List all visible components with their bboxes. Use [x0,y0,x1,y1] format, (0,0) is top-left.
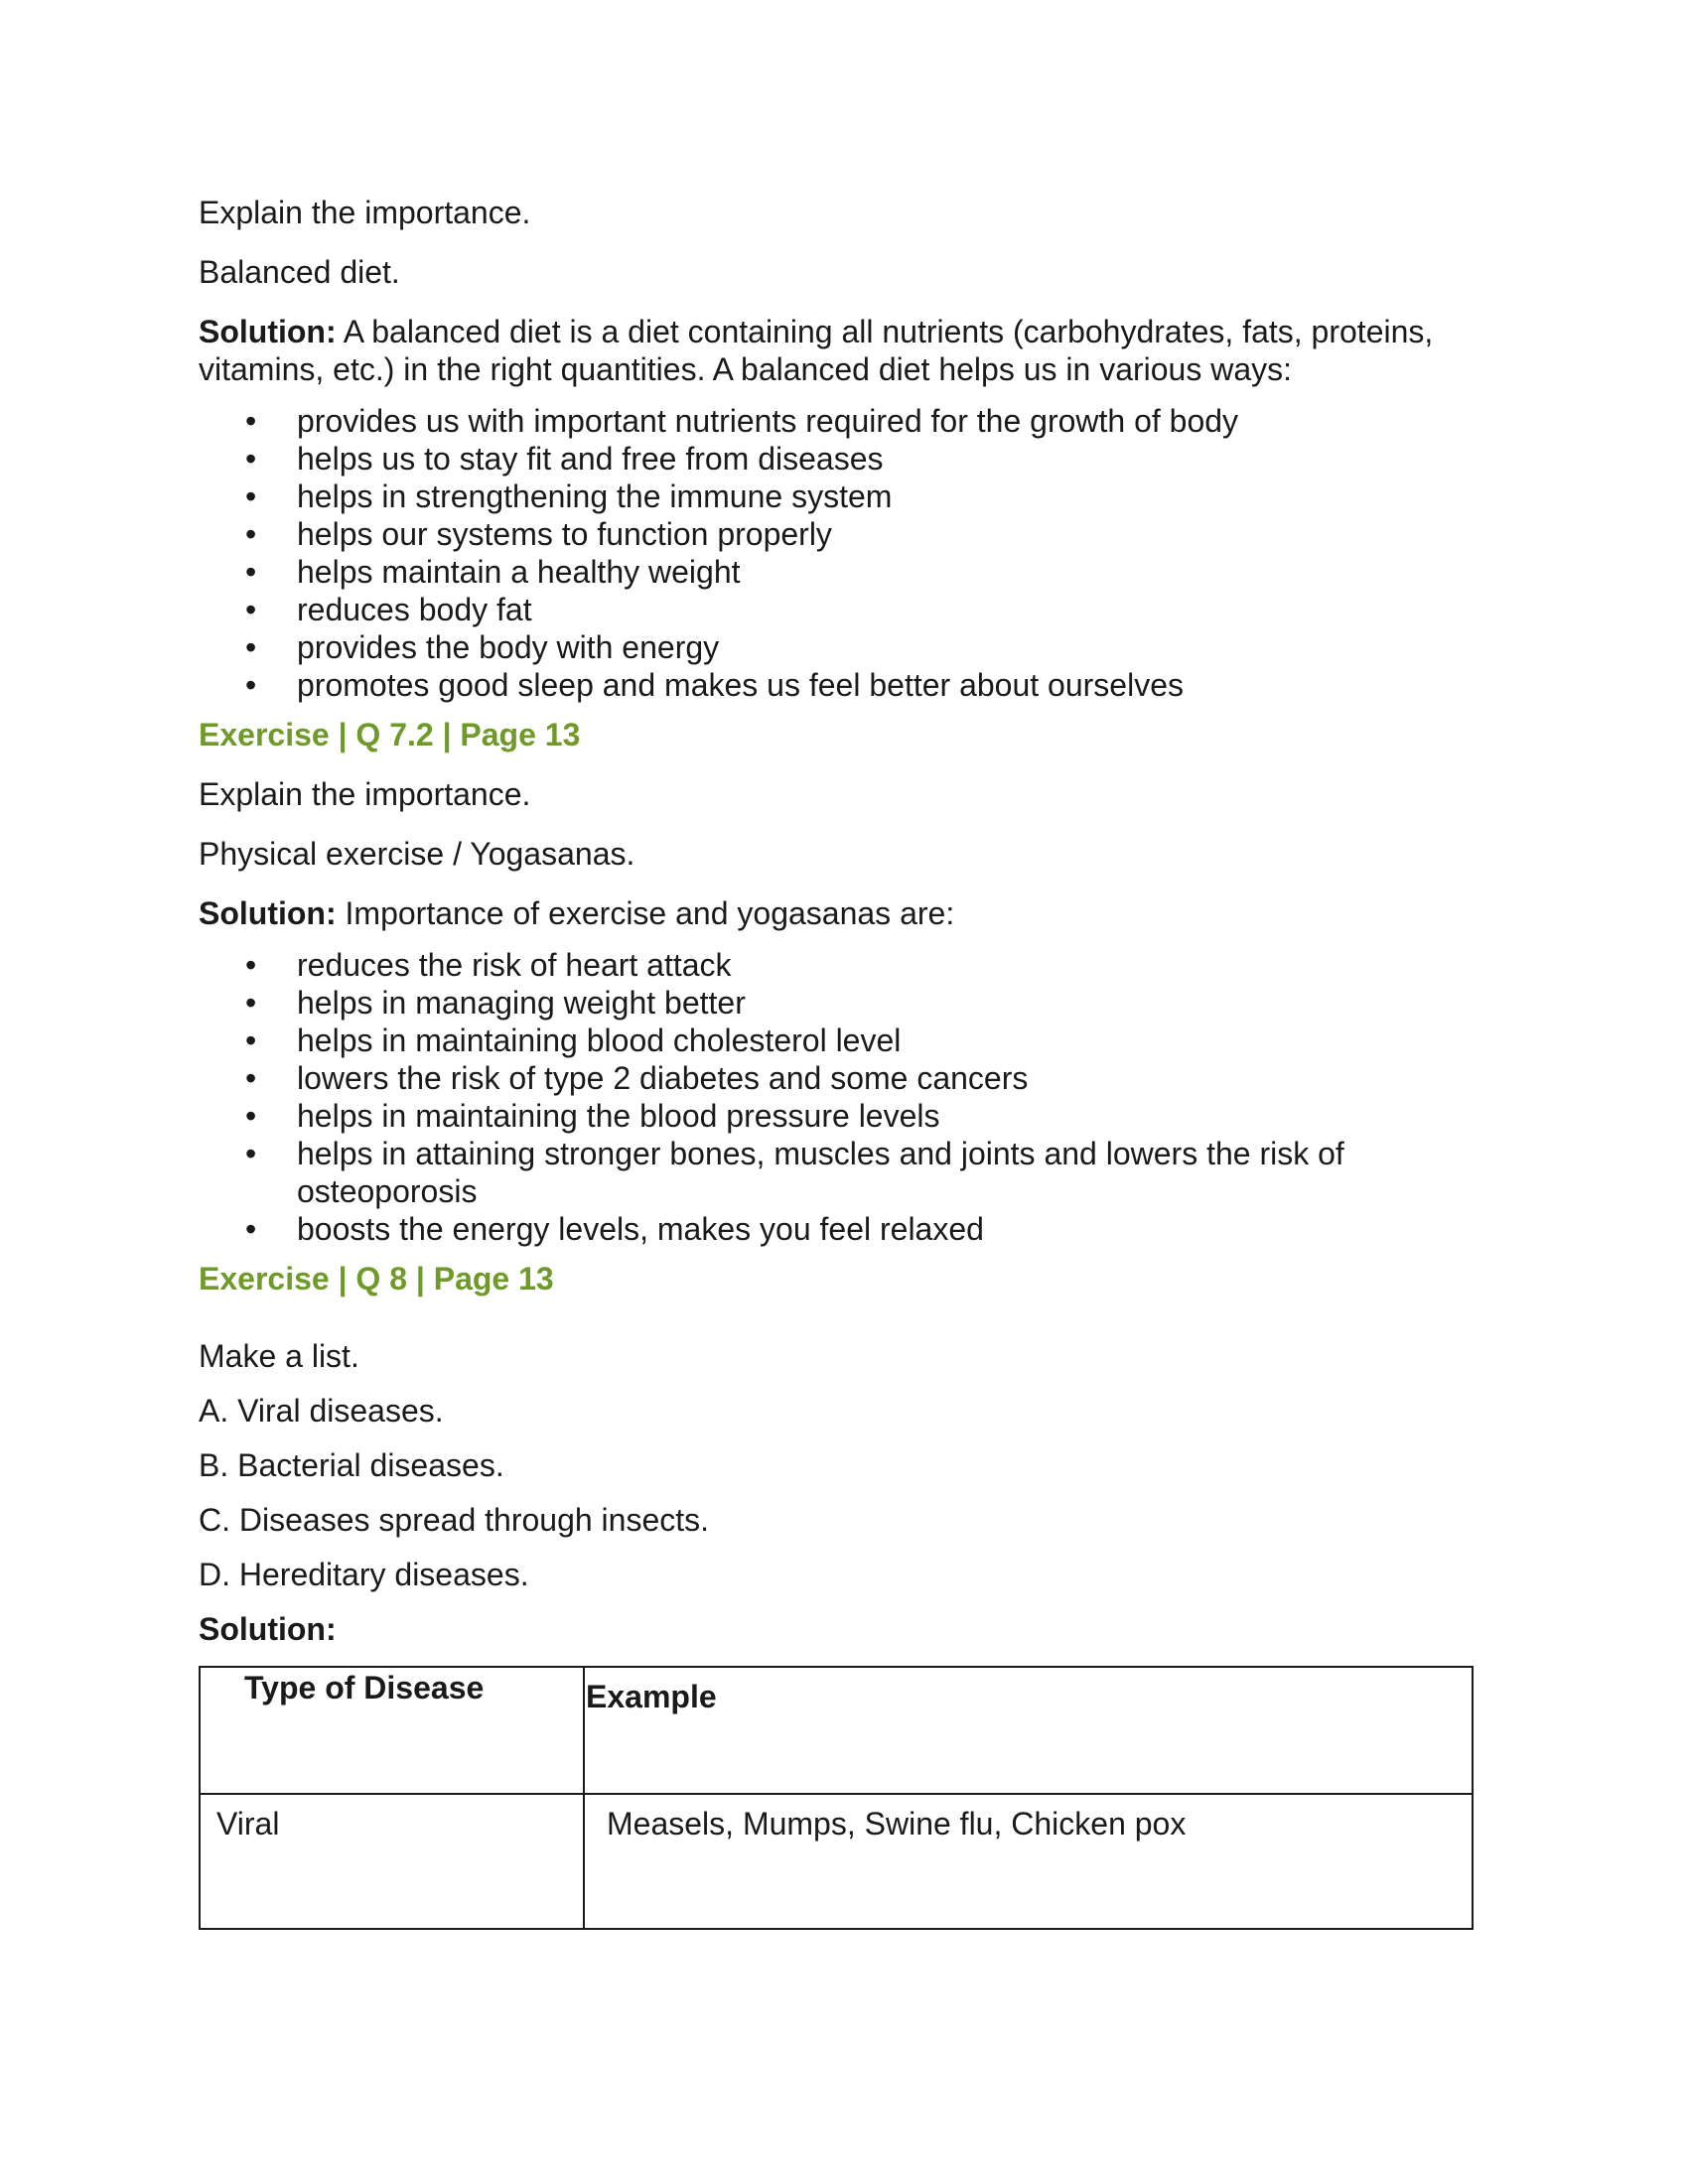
list-option: C. Diseases spread through insects. [199,1502,710,1538]
exercise-heading: Exercise | Q 7.2 | Page 13 [199,717,581,752]
question-topic: Physical exercise / Yogasanas. [199,836,635,872]
solution-text: A balanced diet is a diet containing all nutrients (carbohydrates, fats, proteins, vitamins, etc.) in the right quantities. A balanced diet helps us in various ways: [199,314,1434,387]
solution-text: Importance of exercise and yogasanas are: [336,895,955,931]
list-item: • helps maintain a healthy weight [245,554,741,590]
list-item: • lowers the risk of type 2 diabetes and some cancers [245,1060,1029,1096]
list-item: • helps us to stay fit and free from diseases [245,441,884,477]
table-header-row [200,1667,1473,1794]
list-item: • promotes good sleep and makes us feel better about ourselves [245,667,1184,703]
question-prompt: Explain the importance. [199,776,531,812]
list-item: • helps our systems to function properly [245,516,832,552]
table-row [200,1794,1473,1929]
solution-paragraph [199,313,1479,388]
solution-table [199,1666,1474,1930]
document-page [199,194,1479,1930]
list-option: A. Viral diseases. [199,1393,444,1429]
list-item: • provides us with important nutrients required for the growth of body [245,403,1239,439]
list-item: • reduces the risk of heart attack [245,947,732,983]
bullet-list [199,946,1479,1248]
question-prompt: Make a list. [199,1338,359,1374]
list-item: • reduces body fat [245,592,532,627]
list-item: • helps in strengthening the immune system [245,478,893,514]
exercise-heading: Exercise | Q 8 | Page 13 [199,1261,554,1297]
solution-label: Solution: [199,314,337,349]
table-header-cell: Type of Disease [200,1667,584,1794]
question-topic: Balanced diet. [199,254,400,290]
list-item: • provides the body with energy [245,629,720,665]
bullet-list [199,402,1479,704]
question-prompt: Explain the importance. [199,195,531,230]
list-item: • helps in attaining stronger bones, muscles and joints and lowers the risk of osteoporosis [245,1136,1344,1209]
table-cell: Viral [200,1794,584,1929]
list-item: • helps in maintaining the blood pressure levels [245,1098,940,1134]
solution-paragraph [199,894,1479,932]
list-item: • boosts the energy levels, makes you feel relaxed [245,1211,984,1247]
list-item: • helps in managing weight better [245,985,746,1021]
solution-label: Solution: [199,895,337,931]
list-item: • helps in maintaining blood cholesterol level [245,1023,902,1058]
solution-label: Solution: [199,1611,337,1647]
list-option: B. Bacterial diseases. [199,1447,504,1483]
table-header-cell: Example [584,1667,1473,1794]
list-option: D. Hereditary diseases. [199,1557,529,1592]
table-cell: Measels, Mumps, Swine flu, Chicken pox [584,1794,1473,1929]
